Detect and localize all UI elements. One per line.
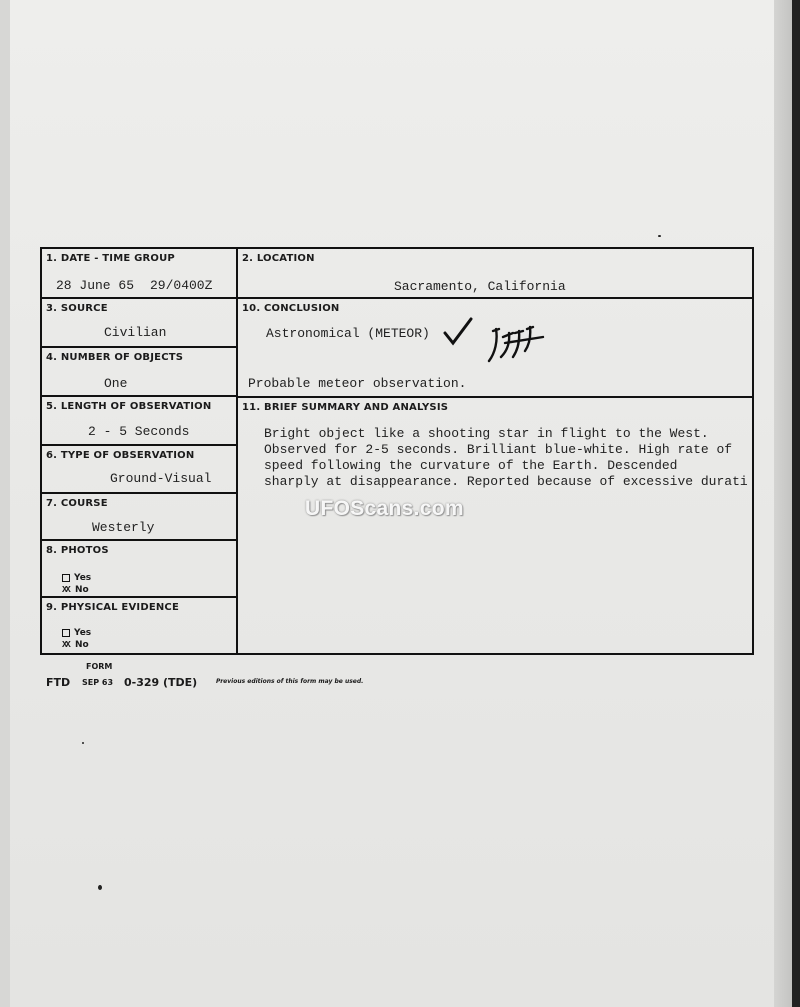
field-source — [42, 299, 236, 348]
photos-yes-label: Yes — [74, 573, 92, 583]
footer-form-word: FORM — [86, 662, 113, 671]
field-type-of-observation — [42, 446, 236, 494]
footer-form-number: 0-329 (TDE) — [124, 676, 198, 689]
field-2-label: 2. LOCATION — [242, 253, 315, 264]
field-10-note: Probable meteor observation. — [248, 376, 467, 391]
record-card-form — [40, 247, 754, 655]
summary-line: sharply at disappearance. Reported because of excessive durati — [264, 474, 748, 489]
field-length-of-observation — [42, 397, 236, 446]
summary-line: speed following the curvature of the Earth. Descended — [264, 458, 678, 473]
field-7-label: 7. COURSE — [46, 498, 108, 509]
field-10-label: 10. CONCLUSION — [242, 303, 340, 314]
footer-form-date: SEP 63 — [82, 678, 114, 687]
field-9-label: 9. PHYSICAL EVIDENCE — [46, 602, 179, 613]
field-photos — [42, 541, 236, 598]
footer-notice: Previous editions of this form may be used. — [216, 678, 364, 685]
field-3-value: Civilian — [104, 325, 167, 340]
footer-form-id: FTD — [46, 676, 71, 689]
field-5-label: 5. LENGTH OF OBSERVATION — [46, 401, 212, 412]
photos-no-mark: XX — [62, 585, 69, 595]
photos-yes-option — [62, 573, 91, 583]
field-4-value: One — [104, 376, 128, 391]
field-conclusion — [238, 299, 752, 398]
photos-no-option — [62, 585, 89, 595]
field-3-label: 3. SOURCE — [46, 303, 108, 314]
field-6-label: 6. TYPE OF OBSERVATION — [46, 450, 195, 461]
field-11-label: 11. BRIEF SUMMARY AND ANALYSIS — [242, 402, 449, 413]
evidence-no-option — [62, 640, 89, 650]
field-4-label: 4. NUMBER OF OBJECTS — [46, 352, 184, 363]
left-column — [42, 249, 238, 653]
field-10-value: Astronomical (METEOR) — [266, 326, 430, 341]
scan-edge-left — [0, 0, 10, 1007]
field-6-value: Ground-Visual — [110, 471, 212, 486]
speck — [82, 742, 84, 744]
field-1-label: 1. DATE - TIME GROUP — [46, 253, 175, 264]
watermark: UFOScans.com — [305, 497, 464, 520]
field-date-time-group — [42, 249, 236, 299]
summary-line: Bright object like a shooting star in flight to the West. — [264, 426, 709, 441]
speck — [658, 235, 661, 237]
field-8-label: 8. PHOTOS — [46, 545, 109, 556]
checkbox-icon — [62, 629, 70, 637]
scan-edge-right — [774, 0, 800, 1007]
handwritten-check-and-initials — [443, 313, 563, 365]
field-physical-evidence — [42, 598, 236, 653]
field-5-value: 2 - 5 Seconds — [88, 424, 190, 439]
evidence-yes-label: Yes — [74, 628, 92, 638]
field-7-value: Westerly — [92, 520, 155, 535]
field-1-date: 28 June 65 — [56, 278, 135, 293]
speck — [98, 885, 102, 890]
field-course — [42, 494, 236, 541]
field-number-of-objects — [42, 348, 236, 397]
field-1-time: 29/0400Z — [150, 278, 213, 293]
evidence-yes-option — [62, 628, 91, 638]
checkbox-icon — [62, 574, 70, 582]
field-brief-summary — [238, 398, 752, 653]
summary-line: Observed for 2-5 seconds. Brilliant blue-white. High rate of — [264, 442, 733, 457]
evidence-no-mark: XX — [62, 640, 69, 650]
field-location — [238, 249, 752, 299]
photos-no-label: No — [75, 585, 89, 595]
evidence-no-label: No — [75, 640, 89, 650]
field-2-value: Sacramento, California — [394, 279, 566, 294]
